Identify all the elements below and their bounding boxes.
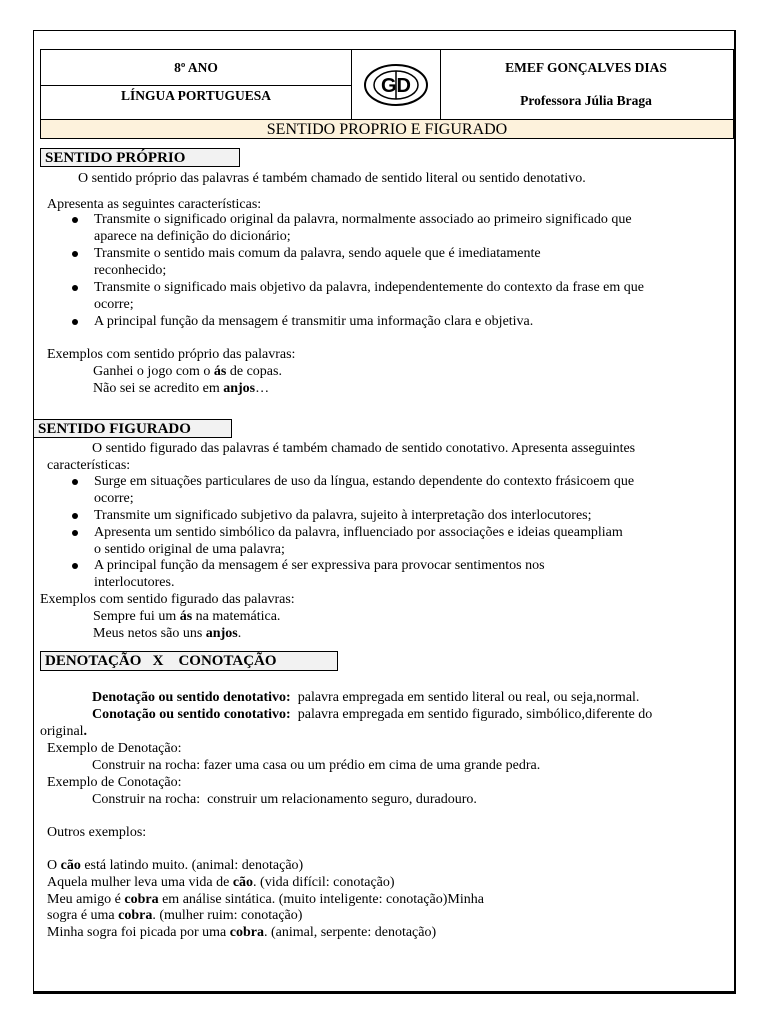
outro-exemplo-3: Meu amigo é cobra em análise sintática. (muito inteligente: conotação)Minha [47, 892, 484, 907]
outro-exemplo-5: Minha sogra foi picada por uma cobra. (animal, serpente: denotação) [47, 925, 437, 940]
list-item: Transmite o sentido mais comum da palavra, sendo aquele que é imediatamente [94, 246, 541, 261]
list-item-cont: ocorre; [94, 297, 134, 312]
logo-cell [351, 49, 441, 120]
bullet-icon [72, 563, 78, 569]
list-item-cont: o sentido original de uma palavra; [94, 542, 285, 557]
list-item: Transmite o significado original da palavra, normalmente associado ao primeiro significado que [94, 212, 632, 227]
teacher-name: Professora Júlia Braga [520, 93, 652, 108]
figurado-example-1: Sempre fui um ás na matemática. [93, 609, 281, 624]
list-item-cont: reconhecido; [94, 263, 167, 278]
bullet-icon [72, 285, 78, 291]
list-item-cont: interlocutores. [94, 575, 175, 590]
proprio-examples-lead: Exemplos com sentido próprio das palavras: [47, 347, 296, 362]
section-heading-figurado [33, 419, 232, 438]
list-item: Surge em situações particulares de uso da língua, estando dependente do contexto frásicoem que [94, 474, 635, 489]
example-conotacao-lead: Exemplo de Conotação: [47, 775, 182, 790]
proprio-example-1: Ganhei o jogo com o ás de copas. [93, 364, 282, 379]
section-heading-proprio [40, 148, 240, 167]
list-item: Apresenta um sentido simbólico da palavra, influenciado por associações e ideias queampliam [94, 525, 623, 540]
subject-text: LÍNGUA PORTUGUESA [121, 88, 271, 103]
page-title-text: SENTIDO PROPRIO E FIGURADO [266, 121, 508, 138]
list-item-cont: aparece na definição do dicionário; [94, 229, 291, 244]
bullet-icon [72, 479, 78, 485]
school-logo-icon [363, 63, 429, 107]
list-item: Transmite o significado mais objetivo da palavra, independentemente do contexto da frase em que [94, 280, 644, 295]
list-item: A principal função da mensagem é transmitir uma informação clara e objetiva. [94, 314, 534, 329]
header-table [40, 49, 734, 120]
proprio-example-2: Não sei se acredito em anjos… [93, 381, 270, 396]
subject-cell [40, 85, 352, 120]
bullet-icon [72, 251, 78, 257]
page-title [40, 119, 734, 139]
logo-letters: GD [381, 74, 411, 97]
list-item: Transmite um significado subjetivo da palavra, sujeito à interpretação dos interlocutores; [94, 508, 592, 523]
example-conotacao: Construir na rocha: construir um relacionamento seguro, duradouro. [92, 792, 477, 807]
list-item: A principal função da mensagem é ser expressiva para provocar sentimentos nos [94, 558, 545, 573]
outro-exemplo-2: Aquela mulher leva uma vida de cão. (vida difícil: conotação) [47, 875, 395, 890]
proprio-lead: Apresenta as seguintes características: [47, 197, 262, 212]
section-heading-denotacao [40, 651, 338, 671]
list-item-cont: ocorre; [94, 491, 134, 506]
figurado-intro-2: características: [47, 458, 131, 473]
grade-cell [40, 49, 352, 86]
school-cell [440, 49, 734, 120]
conotacao-definition: Conotação ou sentido conotativo: palavra empregada em sentido figurado, simbólico,diferente do [92, 707, 653, 722]
outros-exemplos-lead: Outros exemplos: [47, 825, 147, 840]
section-heading-proprio-text: SENTIDO PRÓPRIO [45, 150, 186, 166]
section-heading-figurado-text: SENTIDO FIGURADO [38, 421, 191, 437]
example-denotacao: Construir na rocha: fazer uma casa ou um prédio em cima de uma grande pedra. [92, 758, 541, 773]
denotacao-definition: Denotação ou sentido denotativo: palavra empregada em sentido literal ou real, ou seja,normal. [92, 690, 640, 705]
school-name: EMEF GONÇALVES DIAS [505, 60, 667, 75]
conotacao-definition-end: original. [40, 724, 88, 739]
example-denotacao-lead: Exemplo de Denotação: [47, 741, 182, 756]
outro-exemplo-1: O cão está latindo muito. (animal: denotação) [47, 858, 304, 873]
section-heading-denotacao-text: DENOTAÇÃO X CONOTAÇÃO [45, 653, 277, 669]
figurado-examples-lead: Exemplos com sentido figurado das palavras: [40, 592, 295, 607]
figurado-intro-1: O sentido figurado das palavras é também chamado de sentido conotativo. Apresenta asseguintes [92, 441, 636, 456]
proprio-intro: O sentido próprio das palavras é também chamado de sentido literal ou sentido denotativo. [78, 171, 586, 186]
bullet-icon [72, 513, 78, 519]
outro-exemplo-4: sogra é uma cobra. (mulher ruim: conotação) [47, 908, 303, 923]
figurado-example-2: Meus netos são uns anjos. [93, 626, 242, 641]
grade-text: 8º ANO [174, 59, 218, 75]
bullet-icon [72, 530, 78, 536]
bullet-icon [72, 217, 78, 223]
bullet-icon [72, 319, 78, 325]
